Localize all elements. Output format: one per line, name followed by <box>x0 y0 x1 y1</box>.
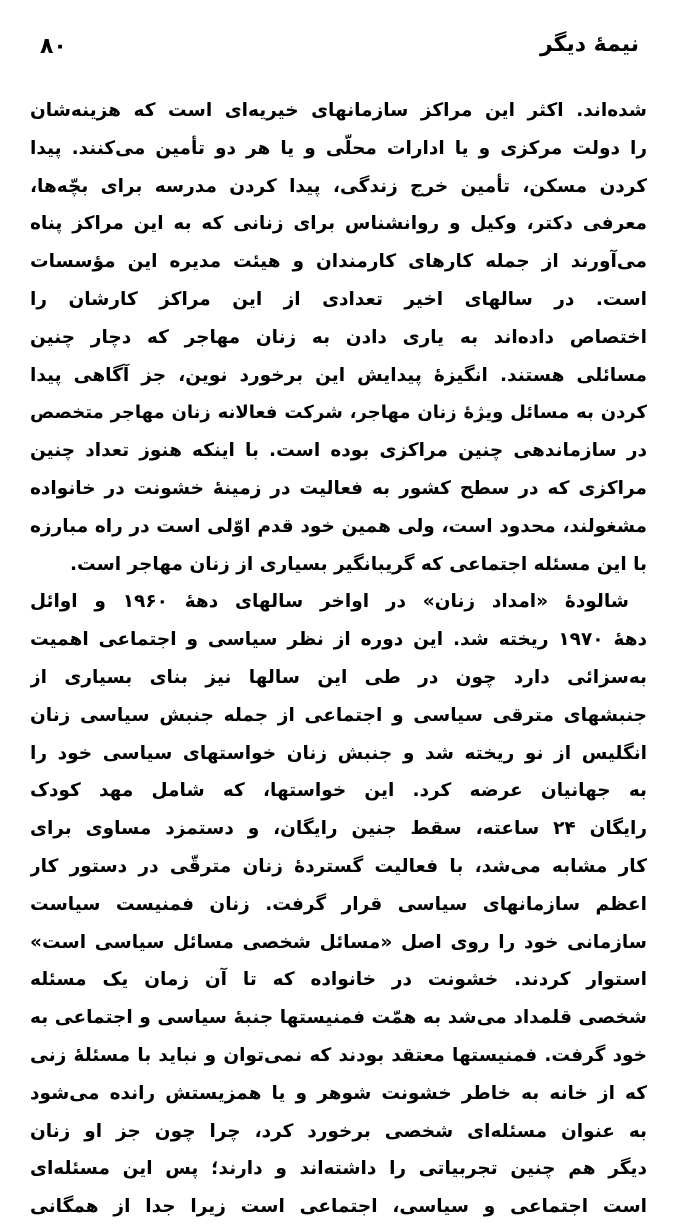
text-line: کار مشابه می‌شد، با فعالیت گستردهٔ زنان مترقّی در دستور کار <box>30 855 647 877</box>
text-line: مراکزی که در سطح کشور به فعالیت در زمینهٔ خشونت در خانواده <box>30 477 647 499</box>
text-line: می‌آورند از جمله کارهای کارمندان و هیئت مدیره این مؤسسات <box>30 251 647 273</box>
text-line: رایگان ۲۴ ساعته، سقط جنین رایگان، و دستمزد مساوی برای <box>30 818 647 840</box>
body-text <box>30 92 647 1226</box>
text-line: سازمانی خود را روی اصل «مسائل شخصی مسائل سیاسی است» <box>30 931 647 953</box>
text-line: به جهانیان عرضه کرد. این خواستها، که شامل مهد کودک <box>30 780 647 802</box>
text-line: دیگر هم چنین تجربیاتی را داشته‌اند و دارند؛ پس این مسئله‌ای <box>30 1158 647 1180</box>
text-line: مشغولند، محدود است، ولی همین خود قدم اوّلی است در راه مبارزه <box>30 515 647 537</box>
text-line: به‌سزائی دارد چون در طی این سالها نیز بنای بسیاری از <box>30 666 647 688</box>
text-line: که از خانه به خاطر خشونت شوهر و یا همزیستش رانده می‌شود <box>30 1082 647 1104</box>
text-line: کردن به مسائل ویژهٔ زنان مهاجر، شرکت فعالانه زنان مهاجر متخصص <box>30 402 647 424</box>
text-line: اختصاص داده‌اند به یاری دادن به زنان مهاجر که دچار چنین <box>30 326 647 348</box>
text-line: دههٔ ۱۹۷۰ ریخته شد. این دوره از نظر سیاسی و اجتماعی اهمیت <box>30 629 647 651</box>
page-number: ۸۰ <box>40 34 67 59</box>
text-line: کردن مسکن، تأمین خرج زندگی، پیدا کردن مدرسه برای بچّه‌ها، <box>30 175 647 197</box>
text-line: مسائلی هستند. انگیزهٔ پیدایش این برخورد نوین، جز آگاهی پیدا <box>30 364 647 386</box>
text-line: شده‌اند. اکثر این مراکز سازمانهای خیریه‌ای است که هزینه‌شان <box>30 100 647 121</box>
text-line: به عنوان مسئله‌ای شخصی برخورد کرد، چرا چون جز او زنان <box>30 1120 647 1142</box>
text-line: معرفی دکتر، وکیل و روانشناس برای زنانی که به این مراکز پناه <box>30 213 647 235</box>
paragraph-start-line: شالودهٔ «امداد زنان» در اواخر سالهای دههٔ ۱۹۶۰ و اوائل <box>30 591 629 613</box>
text-line: استوار کردند. خشونت در خانواده که تا آن زمان یک مسئله <box>30 969 647 991</box>
running-title: نیمهٔ دیگر <box>539 32 639 57</box>
text-line: جنبشهای مترقی سیاسی و اجتماعی از جمله جنبش سیاسی زنان <box>30 704 647 726</box>
text-line: است. در سالهای اخیر تعدادی از این مراکز کارشان را <box>30 288 647 310</box>
text-line: خود گرفت. فمنیستها معتقد بودند که نمی‌توان و نباید با مسئلهٔ زنی <box>30 1044 647 1066</box>
text-line: را دولت مرکزی و یا ادارات محلّی و یا هر دو تأمین می‌کنند. پیدا <box>30 137 647 159</box>
text-line: اعظم سازمانهای سیاسی قرار گرفت. زنان فمنیست سیاست <box>30 893 647 915</box>
text-line: شخصی قلمداد می‌شد به همّت فمنیستها جنبهٔ سیاسی و اجتماعی به <box>30 1007 647 1029</box>
text-line: انگلیس از نو ریخته شد و جنبش زنان خواستهای سیاسی خود را <box>30 742 647 764</box>
page-header <box>36 28 643 64</box>
text-line: در سازماندهی چنین مراکزی بوده است. با اینکه هنوز تعداد چنین <box>30 440 647 462</box>
paragraph-end-line: با این مسئله اجتماعی که گریبانگیر بسیاری از زنان مهاجر است. <box>69 553 647 575</box>
text-line: است اجتماعی و سیاسی، اجتماعی است زیرا جدا از همگانی <box>30 1196 647 1218</box>
